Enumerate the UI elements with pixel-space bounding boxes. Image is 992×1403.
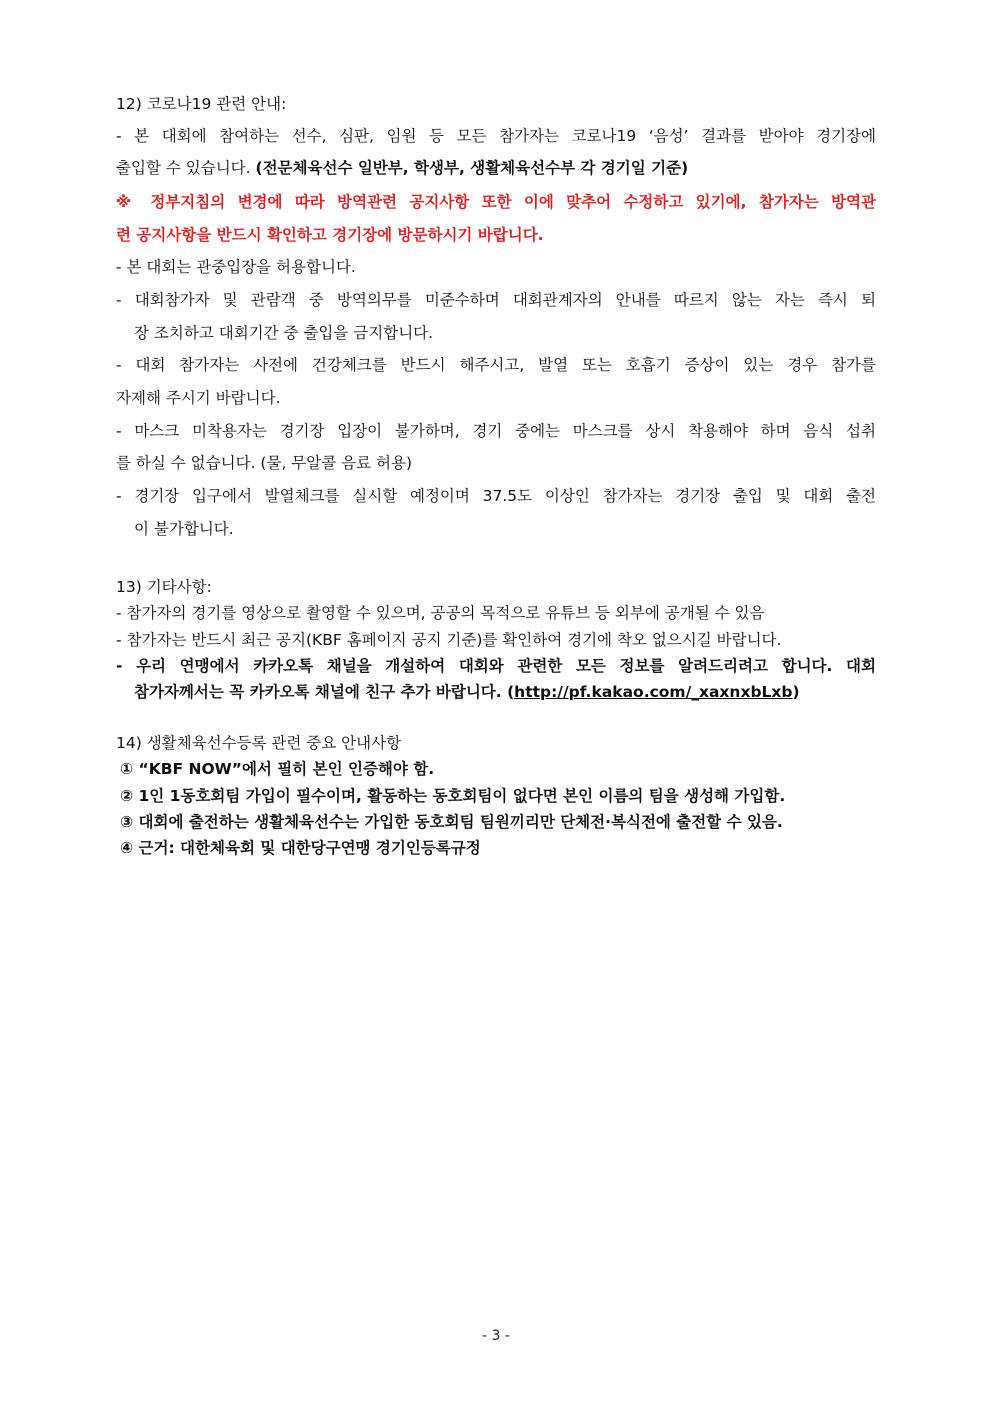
- fever-check: - 경기장 입구에서 발열체크를 실시할 예정이며 37.5도 이상인 참가자는 경기장 출입 및 대회 출전: [116, 487, 876, 505]
- section-13-heading: 13) 기타사항:: [116, 578, 212, 596]
- page-number: - 3 -: [482, 1328, 510, 1344]
- mask-rule: - 마스크 미착용자는 경기장 입장이 불가하며, 경기 중에는 마스크를 상시 착용해야 하며 음식 섭취: [116, 422, 876, 440]
- kakao-close-paren: ): [792, 683, 800, 701]
- spectator-allowed: - 본 대회는 관중입장을 허용합니다.: [116, 258, 356, 276]
- entry-text: 출입할 수 있습니다.: [116, 159, 256, 177]
- quarantine-notice-cont: 련 공지사항을 반드시 확인하고 경기장에 방문하시기 바랍니다.: [116, 226, 544, 244]
- video-recording-notice: - 참가자의 경기를 영상으로 촬영할 수 있으며, 공공의 목적으로 유튜브 등 외부에 공개될 수 있음: [116, 604, 765, 622]
- covid-negative-paragraph: - 본 대회에 참여하는 선수, 심판, 임원 등 모든 참가자는 코로나19 ‘음성’ 결과를 받아야 경기장에: [116, 127, 876, 145]
- section-12-heading: 12) 코로나19 관련 안내:: [116, 95, 287, 113]
- registration-item-1: ① “KBF NOW”에서 필히 본인 인증해야 함.: [120, 760, 435, 778]
- mask-rule-cont: 를 하실 수 없습니다. (물, 무알콜 음료 허용): [116, 454, 413, 472]
- kakao-channel-notice: - 우리 연맹에서 카카오톡 채널을 개설하여 대회와 관련한 모든 정보를 알려드리려고 합니다. 대회: [116, 657, 876, 675]
- fever-check-cont: 이 불가합니다.: [134, 520, 234, 538]
- kakao-text: 참가자께서는 꼭 카카오톡 채널에 친구 추가 바랍니다. (: [134, 683, 515, 701]
- kakao-channel-link[interactable]: http://pf.kakao.com/_xaxnxbLxb: [514, 683, 793, 701]
- entry-criteria: (전문체육선수 일반부, 학생부, 생활체육선수부 각 경기일 기준): [255, 159, 689, 177]
- quarantine-notice: ※ 정부지침의 변경에 따라 방역관련 공지사항 또한 이에 맞추어 수정하고 있기에, 참가자는 방역관: [116, 193, 876, 211]
- health-check-cont: 자제해 주시기 바랍니다.: [116, 389, 281, 407]
- registration-item-3: ③ 대회에 출전하는 생활체육선수는 가입한 동호회팀 팀원끼리만 단체전·복식전에 출전할 수 있음.: [120, 813, 783, 831]
- kbf-notice-check: - 참가자는 반드시 최근 공지(KBF 홈페이지 공지 기준)를 확인하여 경기에 착오 없으시길 바랍니다.: [116, 631, 782, 649]
- section-14-heading: 14) 생활체육선수등록 관련 중요 안내사항: [116, 734, 402, 752]
- registration-item-4: ④ 근거: 대한체육회 및 대한당구연맹 경기인등록규정: [120, 839, 481, 857]
- health-check: - 대회 참가자는 사전에 건강체크를 반드시 해주시고, 발열 또는 호흡기 증상이 있는 경우 참가를: [116, 356, 876, 374]
- registration-item-2: ② 1인 1동호회팀 가입이 필수이며, 활동하는 동호회팀이 없다면 본인 이름의 팀을 생성해 가입함.: [120, 787, 786, 805]
- quarantine-violation-cont: 장 조치하고 대회기간 중 출입을 금지합니다.: [134, 324, 434, 342]
- quarantine-violation: - 대회참가자 및 관람객 중 방역의무를 미준수하며 대회관계자의 안내를 따르지 않는 자는 즉시 퇴: [116, 291, 876, 309]
- covid-negative-paragraph-cont: [116, 157, 876, 179]
- kakao-channel-notice-cont: [134, 681, 894, 703]
